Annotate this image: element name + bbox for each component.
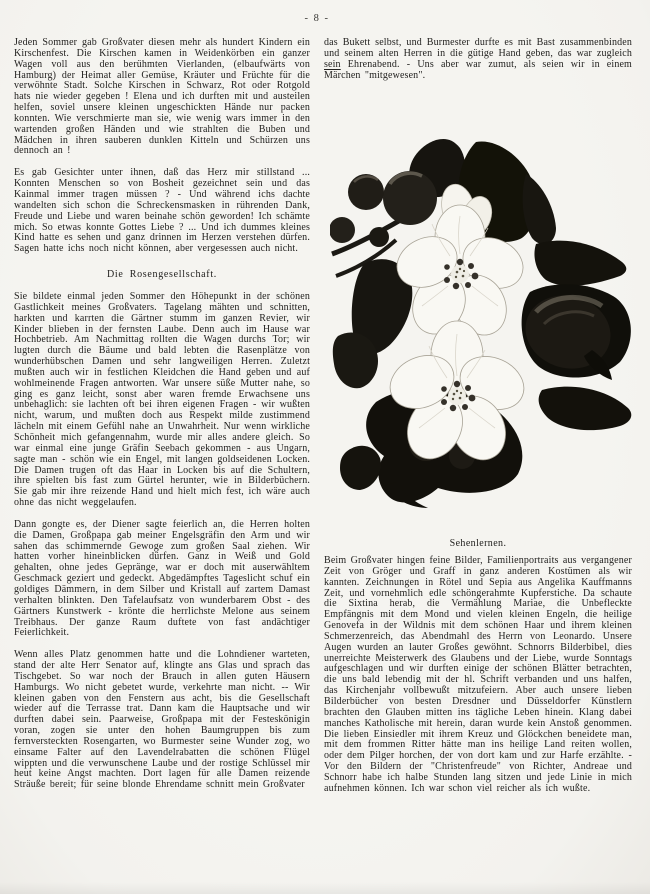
page-number: - 8 - xyxy=(304,13,330,24)
paragraph-sehenlernen: Beim Großvater hingen feine Bilder, Familienportraits aus vergangener Zeit von Gröger und Graff in ganz anderen Kostümen als wir kannten. Zeichnungen in Rötel und Sepia aus Angelika Kauffmanns Zeit, und vornehmlich edle schöngerahmte Kupferstiche. Da schaute die Sixtina herab, die Vermählung Mariae, die Unbefleckte Empfängnis mit dem Mond und vielen kleinen Engeln, die heilige Genovefa in der Wildnis mit dem schönen Haar und ihrem kleinen Schmerzenreich, das Abendmahl des Herrn von Leonardo. Unsere Augen wurden an lauter Großes gewöhnt. Schnorrs Bilderbibel, dies unerreichte Meisterwerk des Glaubens und der Liebe, wurde Sonntags aufgeschlagen und wir durften einige der schönen Blätter betrachten, die uns bald lebendig mit der hl. Schrift verbanden und uns halfen, das Kirchenjahr vollbewußt mitzufeiern. Aber auch unsere lieben Bilderbücher von besten Dresdner und Düsseldorfer Künstlern brachten den Glauben mitten ins tägliche Leben hinein. Klang dabei manches Katholische mit herein, daran wurde kein Anstoß genommen. Die lieben Einsiedler mit ihrem Kreuz und Glöckchen beneidete man, mit dem frommen Ritter hätte man ins heilige Land reiten wollen, oder dem Pilger horchen, der von dort kam und zur Harfe erzählte. - Vor den Bildern der "Christenfreude" von Richter, Andreae und Schnorr habe ich halbe Stunden lang sitzen und jede Linie in mich aufnehmen können. Ich war schon viel reicher als ich wußte. xyxy=(324,555,632,794)
paragraph-gesichter: Es gab Gesichter unter ihnen, daß das Herz mir stillstand ... Konnten Menschen so von Bosheit gezeichnet sein und das Kainmal immer tragen müssen ? - Und während ichs dachte wandelten sich schon die Schreckensmasken in rührenden Dank, Freude und Liebe und waren beinahe schön geworden! Ich schämte mich. So etwas konnte Gottes Liebe ? ... Und ich dummes kleines Kind hatte es sehen und ganz drinnen im Herzen verstehen dürfen. Sagen hatte ichs noch nicht können, aber vergesessen auch nicht. xyxy=(14,167,310,255)
paragraph-tischgebet: Wenn alles Platz genommen hatte und die Lohndiener warteten, stand der alte Herr Senator auf, klingte ans Glas und sprach das Tischgebet. So war noch der Brauch in allen guten Häusern Hamburgs. Wo nicht gebetet wurde, verkehrte man nicht. -- Wir kleinen gaben von den Fenstern aus acht, bis die Gesellschaft wieder auf die Terrasse trat. Dann kam die Hauptsache und wir durften dabei sein. Paarweise, Großpapa mit der Festeskönigin voran, zogen sie unter den hohen Baumgruppen bis zum fernversteckten Rosengarten, wo Burmester seine Wunder zog, wo einsame Falter auf den Lavendelrabatten die schönen Flügel wippten und die verwunschene Laube und der rostige Schlüssel mir heut keine Angst machten. Dort lagen für alle Damen reizende Sträuße bereit; für seine blonde Ehrendame schnitt mein Großvater xyxy=(14,649,310,791)
apple-blossom-illustration xyxy=(330,136,648,516)
paragraph-sommerfest: Sie bildete einmal jeden Sommer den Höhepunkt in der schönen Gastlichkeit meines Großvaters. Tagelang mähten und schnitten, harkten und karrten die Gärtner stumm im ganzen Revier, wir Kinder blieben in der fernsten Laube. Denn auch im Hause war Hochbetrieb. Am Nachmittag rollten die Wagen durchs Tor; wir lugten durch die Bäume und bald lebten die Rasenplätze von wunderhübschen Damen und sehr langweiligen Herren. Zuletzt mußten auch wir in festlichen Kleidchen die Hand geben und auf wohlmeinende Fragen antworten. War unsere süße Mutter nahe, so ging es ganz leicht, sonst aber waren fremde Erwachsene uns unbehaglich: sie lachten oft bei ihren eigenen Fragen - wir wußten nicht, warum, und mußten doch aus Respekt milde zustimmend lächeln mit einem Gefühl nahe an Unwahrheit. Nur wenn wirkliche Schönheit mich gefangennahm, wurde mir alles andere gleich. So war einmal eine junge Gräfin Seebach gekommen - aus Ungarn, sagte man - schön wie ein Engel, mit langen goldseidenen Locken. Die Damen trugen oft das Haar in Locken bis auf die Schultern, ihre spielten bis fast zum Gürtel herunter, wie in Bilderbüchern. Sie gab mir ihre reizende Hand und hielt mich fest, ich wäre auch ohne das nicht weggelaufen. xyxy=(14,291,310,509)
illustration-caption: Sehenlernen. xyxy=(449,538,507,549)
bukett-text-before: das Bukett selbst, und Burmester durfte es mit Bast zusammenbinden und seinem alten Herren in die gütige Hand geben, das war zugleich xyxy=(324,37,632,59)
underlined-word-sein: sein xyxy=(324,58,341,70)
paragraph-festsaal: Dann gongte es, der Diener sagte feierlich an, die Herren holten die Damen, Großpapa gab meiner Engelsgräfin den Arm und wir sahen das schimmernde Gewoge zum großen Saal ziehen. Wir hatten vorher hineinblicken dürfen. Ganz in Weiß und Gold gehalten, ohne jedes Gepränge, war er doch mit auserwähltem Geschmack geziert und gedeckt. Abgedämpftes Tageslicht schuf ein goldiges Dämmern, in dem Silber und Kristall auf zartem Damast verhalten blinkten. Den Tafelaufsatz von wunderbarem Obst - des Gärtners Kunstwerk - krönte die herrlichste Melone aus seinem Treibhaus. Der ganze Raum duftete von fast andächtiger Feierlichkeit. xyxy=(14,518,310,639)
bukett-text-after: Ehrenabend. - Uns aber war zumut, als seien wir in einem Märchen "mitgewesen". xyxy=(324,58,632,81)
apple-blossom-engraving-svg xyxy=(330,136,648,516)
left-text-column xyxy=(14,38,310,791)
right-text-column-main xyxy=(324,556,632,795)
right-text-column-top xyxy=(324,38,632,81)
paragraph-kirschenfest: Jeden Sommer gab Großvater diesen mehr als hundert Kindern ein Kirschenfest. Die Kirschen kamen in Weidenkörben ein ganzer Wagen voll aus den berühmten Vierlanden, (elbaufwärts von Hamburg) der Heimat aller Gemüse, Kräuter und Früchte für die verwöhnte Stadt. Solche Kirschen in Schwarz, Rot oder Rotgold hats nie wieder gegeben ! Elena und ich durften mit und austeilen helfen, soviel unsere kleinen ungeschickten Hände nur packen konnten. Wie verschmierte man sie, wie wenig wars immer in den wartenden großen Händen und wie strahlten die Buben und Mädchen in ihren sauberen dunklen Kitteln und Schürzen uns dennoch an ! xyxy=(14,37,310,157)
section-heading-rosengesellschaft: Die Rosengesellschaft. xyxy=(106,269,218,281)
paragraph-bukett xyxy=(324,38,632,81)
